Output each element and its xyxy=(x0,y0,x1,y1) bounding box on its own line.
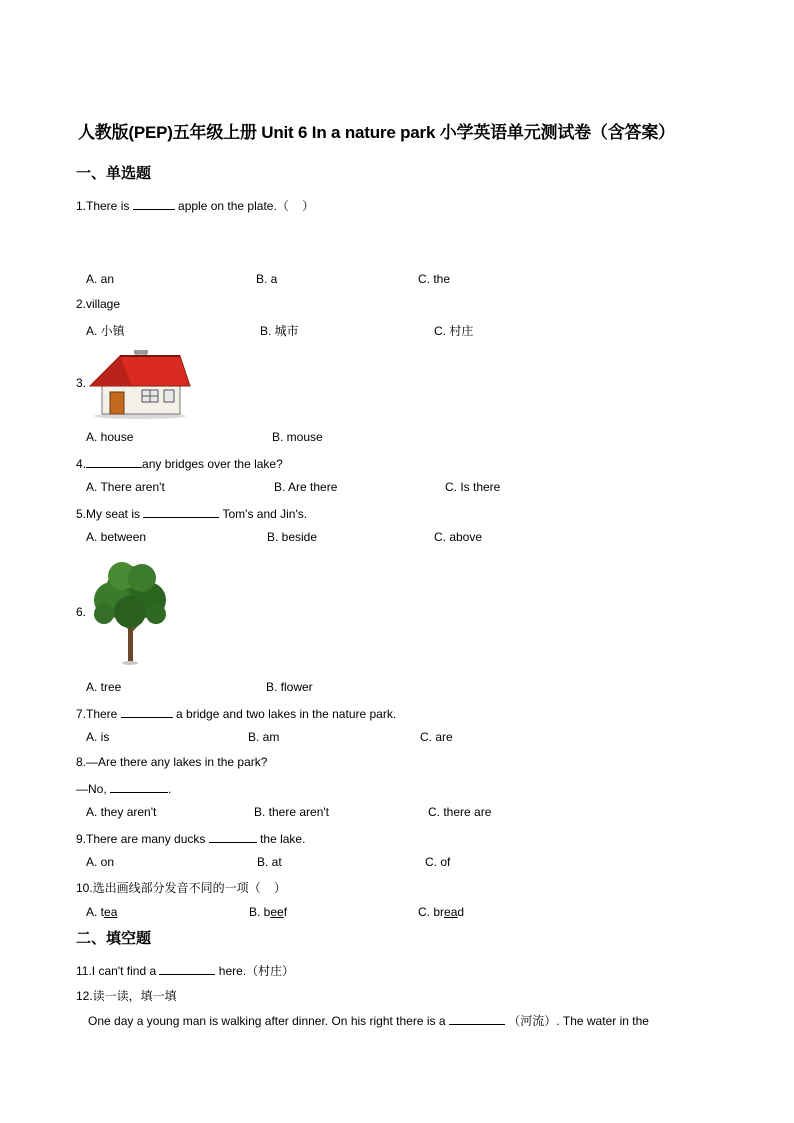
question-11-prefix: 11.I can't find a xyxy=(76,964,160,978)
option-10a-prefix: A. t xyxy=(86,905,105,919)
question-1 xyxy=(76,197,314,214)
option-6b: B. flower xyxy=(266,680,313,694)
option-9a: A. on xyxy=(86,855,115,869)
option-8c: C. there are xyxy=(428,805,492,819)
section-heading-single-choice: 一、单选题 xyxy=(76,165,152,182)
question-7-suffix: a bridge and two lakes in the nature park. xyxy=(172,707,397,721)
option-1c: C. the xyxy=(418,272,451,286)
option-5b: B. beside xyxy=(267,530,318,544)
option-10c xyxy=(418,905,464,919)
answer-blank xyxy=(209,830,257,843)
question-8-suffix: . xyxy=(168,782,172,796)
option-10a xyxy=(86,905,117,919)
option-7c: C. are xyxy=(420,730,453,744)
option-10a-underlined: ea xyxy=(104,905,118,919)
question-9-suffix: the lake. xyxy=(256,832,306,846)
section-heading-fill-blank: 二、填空题 xyxy=(76,930,152,947)
option-10c-suffix: d xyxy=(457,905,465,919)
house-picture xyxy=(86,346,194,420)
question-1-prefix: 1.There is xyxy=(76,199,133,213)
option-4c: C. Is there xyxy=(445,480,501,494)
question-7-prefix: 7.There xyxy=(76,707,121,721)
question-10: 10.选出画线部分发音不同的一项（ ） xyxy=(76,881,287,895)
answer-blank xyxy=(133,197,175,210)
question-2: 2.village xyxy=(76,297,121,311)
answer-blank xyxy=(86,455,142,468)
passage-prefix: One day a young man is walking after dinner. On his right there is a xyxy=(88,1014,449,1028)
option-4b: B. Are there xyxy=(274,480,338,494)
question-1-suffix: apple on the plate.（ ） xyxy=(174,199,315,213)
option-2c: C. 村庄 xyxy=(434,324,474,338)
answer-blank xyxy=(110,780,168,793)
answer-blank xyxy=(143,505,219,518)
question-8-line-2 xyxy=(76,780,171,796)
option-10b-prefix: B. b xyxy=(249,905,271,919)
option-10c-prefix: C. br xyxy=(418,905,445,919)
question-8-prefix: —No, xyxy=(76,782,111,796)
option-3b: B. mouse xyxy=(272,430,323,444)
question-12-passage xyxy=(88,1012,649,1029)
option-2a: A. 小镇 xyxy=(86,324,125,338)
question-6-number: 6. xyxy=(76,605,87,619)
question-5 xyxy=(76,505,307,521)
question-11 xyxy=(76,962,294,979)
option-10b-suffix: f xyxy=(283,905,288,919)
option-10b-underlined: ee xyxy=(270,905,284,919)
option-1b: B. a xyxy=(256,272,278,286)
option-9c: C. of xyxy=(425,855,451,869)
option-8a: A. they aren't xyxy=(86,805,157,819)
option-10b xyxy=(249,905,287,919)
question-7 xyxy=(76,705,396,721)
option-7b: B. am xyxy=(248,730,280,744)
option-5c: C. above xyxy=(434,530,483,544)
question-9-prefix: 9.There are many ducks xyxy=(76,832,209,846)
question-8-line-1: 8.—Are there any lakes in the park? xyxy=(76,755,268,769)
question-11-suffix: here.（村庄） xyxy=(215,964,295,978)
page-title: 人教版(PEP)五年级上册 Unit 6 In a nature park 小学英语单元测试卷（含答案） xyxy=(78,123,675,142)
option-2b: B. 城市 xyxy=(260,324,299,338)
passage-suffix: （河流）. The water in the xyxy=(504,1014,649,1028)
answer-blank xyxy=(121,705,173,718)
answer-blank xyxy=(449,1012,505,1025)
option-10c-underlined: ea xyxy=(444,905,458,919)
question-9 xyxy=(76,830,305,846)
option-9b: B. at xyxy=(257,855,282,869)
question-4 xyxy=(76,455,283,471)
option-1a: A. an xyxy=(86,272,115,286)
option-7a: A. is xyxy=(86,730,110,744)
question-5-prefix: 5.My seat is xyxy=(76,507,144,521)
question-5-suffix: Tom's and Jin's. xyxy=(219,507,308,521)
tree-picture xyxy=(88,560,174,666)
option-5a: A. between xyxy=(86,530,147,544)
question-12: 12.读一读，填一填 xyxy=(76,989,177,1003)
option-8b: B. there aren't xyxy=(254,805,329,819)
option-6a: A. tree xyxy=(86,680,122,694)
question-4-suffix: any bridges over the lake? xyxy=(142,457,283,471)
question-3-number: 3. xyxy=(76,376,87,390)
question-4-number: 4. xyxy=(76,457,87,471)
option-3a: A. house xyxy=(86,430,134,444)
option-4a: A. There aren't xyxy=(86,480,165,494)
answer-blank xyxy=(159,962,215,975)
